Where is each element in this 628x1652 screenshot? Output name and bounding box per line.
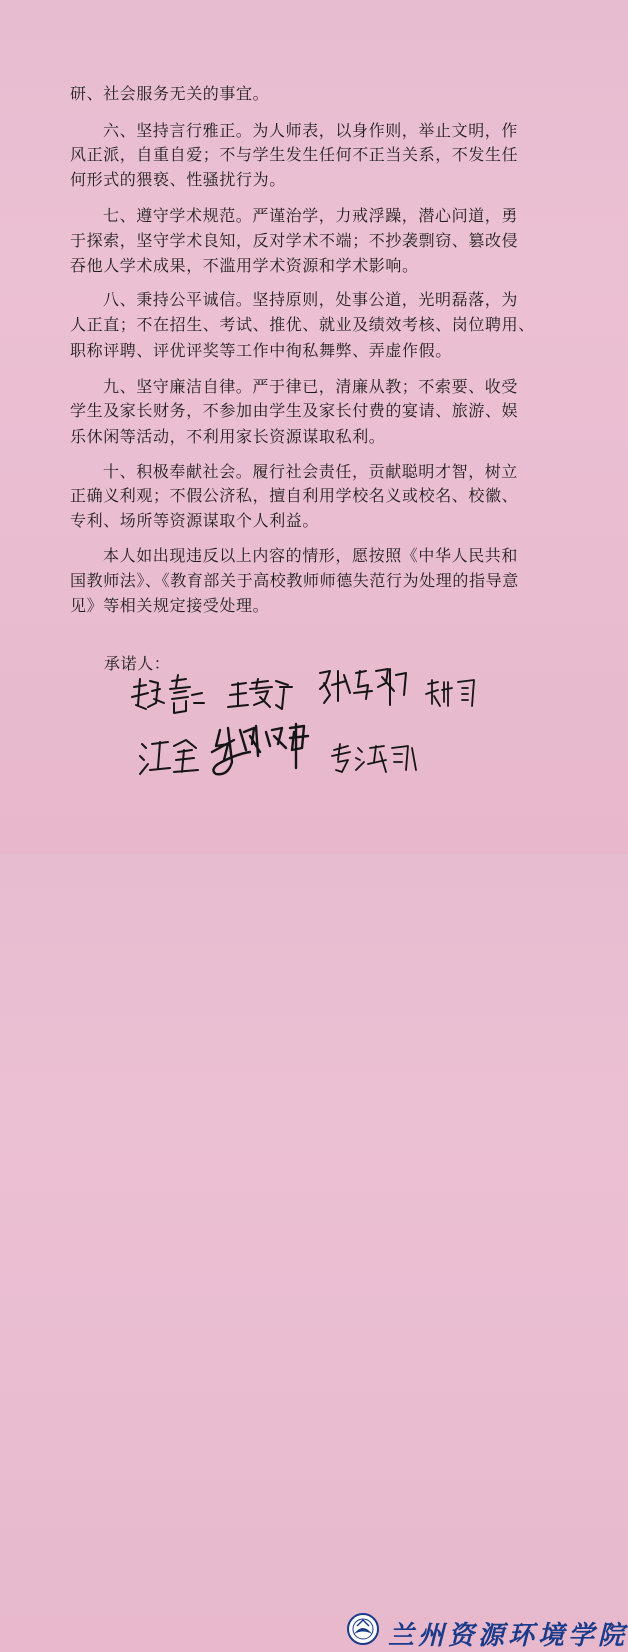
signer-label: 承诺人： <box>104 654 171 673</box>
signature-wang-zhenyu <box>228 675 300 715</box>
text-line: 九、坚守廉洁自律。严于律已，清廉从教；不索要、收受 <box>103 377 519 396</box>
signature-wei-jia <box>128 673 208 717</box>
text-line: 职称评聘、评优评奖等工作中徇私舞弊、弄虚作假。 <box>70 341 452 360</box>
text-line: 国教师法》、《教育部关于高校教师师德失范行为处理的指导意 <box>70 571 519 590</box>
text-line: 七、遵守学术规范。严谨治学，力戒浮躁，潜心问道，勇 <box>103 206 519 225</box>
signature-yao-wei <box>206 722 318 786</box>
footer <box>0 800 628 1651</box>
college-name: 兰州资源环境学院 <box>388 1621 628 1651</box>
signature-wang-dajin <box>138 736 208 780</box>
text-line: 人正直；不在招生、考试、推优、就业及绩效考核、岗位聘用、 <box>70 315 535 334</box>
text-line: 风正派，自重自爱；不与学生发生任何不正当关系，不发生任 <box>70 145 519 164</box>
text-line: 见》等相关规定接受处理。 <box>70 596 270 615</box>
text-line: 八、秉持公平诚信。坚持原则，处事公道，光明磊落，为 <box>103 290 519 309</box>
text-line: 专利、场所等资源谋取个人利益。 <box>70 511 320 530</box>
text-line: 六、坚持言行雅正。为人师表，以身作则，举止文明，作 <box>103 121 519 140</box>
text-line: 正确义利观；不假公济私，擅自利用学校名义或校名、校徽、 <box>70 486 519 505</box>
signature-zhang-junhui <box>316 665 412 711</box>
text-line: 乐休闲等活动，不利用家长资源谋取私利。 <box>70 427 386 446</box>
college-emblem-icon <box>346 1612 380 1646</box>
signature-sun-chao <box>424 676 484 712</box>
signature-li-hong <box>328 740 424 780</box>
text-line: 于探索，坚守学术良知，反对学术不端；不抄袭剽窃、篡改侵 <box>70 231 519 250</box>
text-line: 本人如出现违反以上内容的情形，愿按照《中华人民共和 <box>103 546 519 565</box>
text-line: 研、社会服务无关的事宜。 <box>70 84 270 103</box>
text-line: 吞他人学术成果，不滥用学术资源和学术影响。 <box>70 256 419 275</box>
text-line: 学生及家长财务，不参加由学生及家长付费的宴请、旅游、娱 <box>70 401 519 420</box>
commitment-document <box>0 0 600 854</box>
text-line: 何形式的猥亵、性骚扰行为。 <box>70 170 286 189</box>
text-line: 十、积极奉献社会。履行社会责任，贡献聪明才智，树立 <box>103 462 519 481</box>
